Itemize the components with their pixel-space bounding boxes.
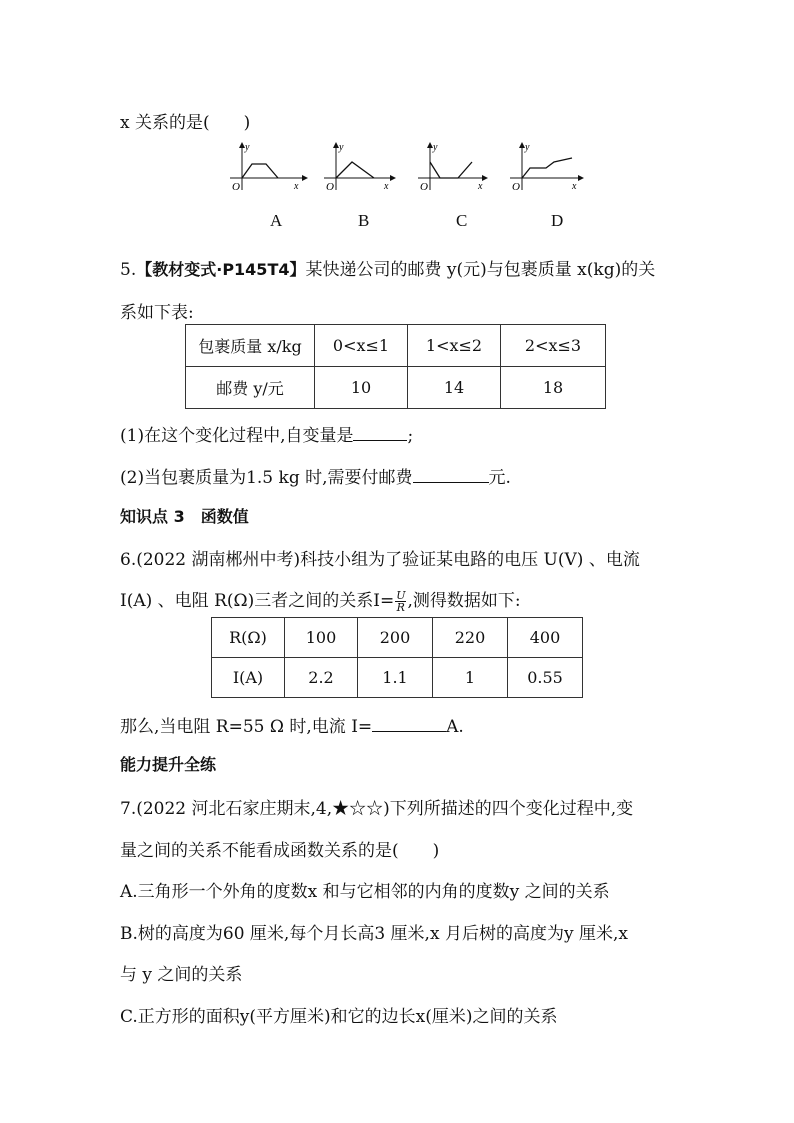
q6-line2-after: ,测得数据如下: [407, 591, 521, 611]
q6-table-cell: 0.55 [508, 658, 583, 698]
q5-sub1-text: (1)在这个变化过程中,自变量是 [120, 426, 354, 446]
q6-table [211, 617, 583, 698]
q5-sub2-end: 元. [488, 468, 511, 488]
q5-sub2 [120, 463, 511, 488]
q5-table-cell: 邮费 y/元 [186, 367, 315, 409]
section-heading-ability: 能力提升全练 [120, 755, 217, 774]
q5-tag: 【教材变式·P145T4】 [136, 260, 306, 279]
q6-line2-text: I(A) 、电阻 R(Ω)三者之间的关系I= [120, 591, 395, 611]
q5-stem-line1 [120, 255, 655, 280]
q5-sub1-end: ; [407, 426, 414, 446]
q5-table-cell: 10 [315, 367, 408, 409]
q6-answer-line [120, 712, 464, 737]
q6-table-cell: I(A) [212, 658, 285, 698]
option-label-b: B [358, 211, 370, 230]
q6-table-cell: 100 [285, 618, 358, 658]
fraction-denominator: R [396, 601, 405, 614]
axis-x-label: x [478, 181, 483, 192]
q5-sub2-text: (2)当包裹质量为1.5 kg 时,需要付邮费 [120, 468, 413, 488]
q5-table-cell: 包裹质量 x/kg [186, 325, 315, 367]
q6-table-cell: 1 [433, 658, 508, 698]
q5-table-cell: 0<x≤1 [315, 325, 408, 367]
graph-option-b [322, 140, 402, 195]
q7-line2: 量之间的关系不能看成函数关系的是( ) [120, 841, 440, 861]
axis-x-label: x [384, 181, 389, 192]
q5-table [185, 324, 606, 409]
q7-option-a: A.三角形一个外角的度数x 和与它相邻的内角的度数y 之间的关系 [120, 882, 610, 902]
q6-line2 [120, 586, 521, 613]
axis-x-label: x [572, 181, 577, 192]
q7-option-c: C.正方形的面积y(平方厘米)和它的边长x(厘米)之间的关系 [120, 1007, 558, 1027]
q6-table-cell: 220 [433, 618, 508, 658]
q5-sub1 [120, 421, 413, 446]
q5-table-cell: 1<x≤2 [408, 325, 501, 367]
q7-option-b-line1: B.树的高度为60 厘米,每个月长高3 厘米,x 月后树的高度为y 厘米,x [120, 924, 628, 944]
option-label-c: C [456, 211, 468, 230]
axis-y-label: y [525, 142, 530, 153]
q6-line1: 6.(2022 湖南郴州中考)科技小组为了验证某电路的电压 U(V) 、电流 [120, 550, 640, 570]
graph-option-a [228, 140, 308, 195]
q7-option-b-line2: 与 y 之间的关系 [120, 965, 243, 985]
origin-label: O [512, 181, 520, 193]
answer-blank[interactable] [353, 426, 407, 441]
q6-table-cell: 200 [358, 618, 433, 658]
q6-table-cell: 2.2 [285, 658, 358, 698]
axis-y-label: y [245, 142, 250, 153]
axis-y-label: y [339, 142, 344, 153]
origin-label: O [420, 181, 428, 193]
answer-blank[interactable] [372, 717, 446, 732]
axis-x-label: x [294, 181, 299, 192]
q5-table-cell: 2<x≤3 [501, 325, 606, 367]
q4-stem-tail: x 关系的是( ) [120, 113, 251, 133]
formula-fraction [395, 590, 406, 613]
option-label-a: A [270, 211, 283, 230]
fraction-numerator: U [396, 589, 406, 602]
q6-answer-after: A. [446, 717, 464, 737]
section-heading-3: 知识点 3 函数值 [120, 507, 249, 526]
axis-y-label: y [433, 142, 438, 153]
q5-stem-text: 某快递公司的邮费 y(元)与包裹质量 x(kg)的关 [305, 260, 656, 280]
q6-answer-text: 那么,当电阻 R=55 Ω 时,电流 I= [120, 717, 373, 737]
origin-label: O [232, 181, 240, 193]
q6-table-cell: 400 [508, 618, 583, 658]
q6-table-cell: 1.1 [358, 658, 433, 698]
option-label-d: D [551, 211, 564, 230]
answer-blank[interactable] [413, 468, 489, 483]
q6-table-cell: R(Ω) [212, 618, 285, 658]
q5-table-cell: 14 [408, 367, 501, 409]
graph-option-c [416, 140, 496, 195]
q5-stem-line2: 系如下表: [120, 303, 194, 323]
graph-option-d [508, 140, 588, 195]
origin-label: O [326, 181, 334, 193]
q5-number: 5. [120, 260, 137, 280]
q7-line1: 7.(2022 河北石家庄期末,4,★☆☆)下列所描述的四个变化过程中,变 [120, 799, 634, 819]
q5-table-cell: 18 [501, 367, 606, 409]
